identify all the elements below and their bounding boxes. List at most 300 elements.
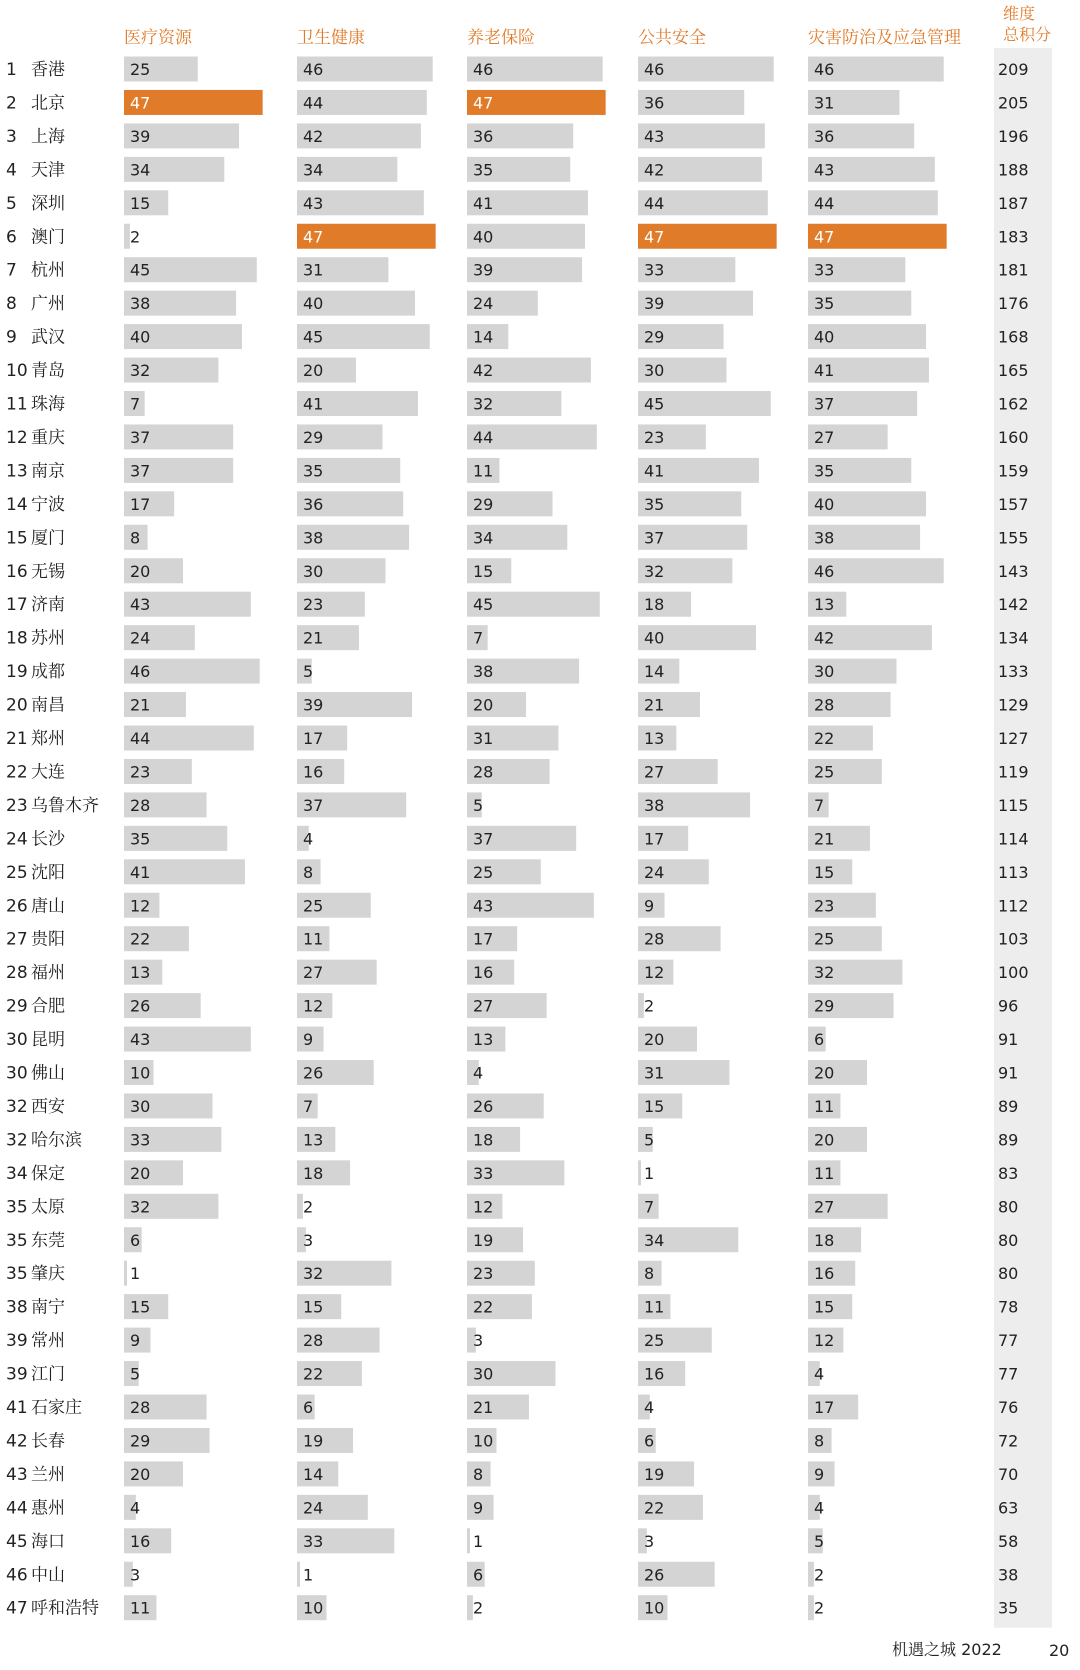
bar-label: 5 bbox=[644, 1130, 655, 1150]
bar-label: 1 bbox=[644, 1163, 655, 1183]
bar-label: 2 bbox=[814, 1565, 825, 1585]
bar-label: 41 bbox=[130, 862, 151, 882]
bar-label: 33 bbox=[644, 260, 665, 280]
bar-label: 16 bbox=[130, 1531, 151, 1551]
bar-label: 8 bbox=[473, 1464, 484, 1484]
bar-label: 14 bbox=[473, 327, 494, 347]
row-rank: 15 bbox=[6, 528, 28, 549]
bar-label: 15 bbox=[644, 1096, 665, 1116]
bar-label: 31 bbox=[303, 260, 324, 280]
bar-label: 32 bbox=[473, 394, 494, 414]
bar-label: 31 bbox=[814, 93, 835, 113]
bar bbox=[808, 1595, 814, 1620]
bar-label: 22 bbox=[473, 1297, 494, 1317]
row-city: 宁波 bbox=[31, 494, 65, 515]
bar-label: 7 bbox=[130, 394, 141, 414]
row-total: 183 bbox=[998, 227, 1029, 247]
bar-label: 47 bbox=[303, 227, 324, 247]
row-rank: 21 bbox=[6, 729, 28, 749]
row-city: 无锡 bbox=[31, 561, 65, 582]
row-city: 南京 bbox=[31, 461, 65, 482]
row-city: 唐山 bbox=[31, 896, 65, 917]
bar-label: 25 bbox=[303, 896, 324, 916]
row-rank: 35 bbox=[6, 1230, 28, 1251]
row-rank: 3 bbox=[6, 126, 17, 147]
bar-label: 31 bbox=[644, 1063, 665, 1083]
bar-label: 42 bbox=[644, 160, 665, 180]
row-total: 89 bbox=[998, 1096, 1019, 1116]
bar-label: 46 bbox=[130, 662, 151, 682]
bar-label: 43 bbox=[130, 1030, 151, 1050]
row-rank: 24 bbox=[6, 829, 28, 850]
bar-label: 2 bbox=[303, 1197, 314, 1217]
row-rank: 14 bbox=[6, 494, 28, 515]
bar-label: 22 bbox=[303, 1364, 324, 1384]
bar-label: 22 bbox=[130, 929, 151, 949]
bar-label: 11 bbox=[644, 1297, 665, 1317]
row-city: 中山 bbox=[31, 1565, 65, 1586]
row-total: 168 bbox=[998, 327, 1029, 347]
row-city: 哈尔滨 bbox=[31, 1130, 82, 1151]
bar bbox=[638, 1160, 641, 1185]
bar-label: 38 bbox=[814, 528, 835, 548]
row-rank: 32 bbox=[6, 1130, 28, 1151]
bar-label: 44 bbox=[130, 729, 151, 748]
row-city: 杭州 bbox=[31, 260, 65, 281]
bar-label: 15 bbox=[473, 561, 494, 581]
page-number: 20 bbox=[1049, 1641, 1070, 1660]
bar-label: 28 bbox=[473, 762, 494, 782]
bar bbox=[638, 993, 644, 1018]
row-total: 127 bbox=[998, 729, 1029, 748]
row-city: 苏州 bbox=[31, 628, 65, 649]
row-rank: 44 bbox=[6, 1498, 28, 1519]
row-rank: 30 bbox=[6, 1030, 28, 1051]
bar-label: 24 bbox=[473, 294, 494, 314]
bar-label: 40 bbox=[130, 327, 151, 347]
bar-label: 38 bbox=[644, 795, 665, 815]
bar-label: 17 bbox=[473, 929, 494, 949]
bar-label: 15 bbox=[130, 193, 151, 213]
bar-label: 27 bbox=[814, 1197, 835, 1217]
bar-label: 23 bbox=[814, 896, 835, 916]
bar-label: 37 bbox=[814, 394, 835, 414]
bar-label: 35 bbox=[130, 829, 151, 849]
row-city: 兰州 bbox=[31, 1464, 65, 1485]
row-total: 160 bbox=[998, 427, 1029, 447]
row-city: 保定 bbox=[31, 1163, 65, 1184]
bar-label: 23 bbox=[644, 427, 665, 447]
bar-label: 32 bbox=[130, 361, 151, 381]
row-city: 青岛 bbox=[31, 361, 65, 382]
bar-label: 9 bbox=[814, 1464, 825, 1484]
bar-label: 39 bbox=[644, 294, 665, 314]
row-total: 38 bbox=[998, 1565, 1019, 1585]
bar-label: 16 bbox=[473, 963, 494, 983]
bar-label: 41 bbox=[814, 361, 835, 381]
bar-label: 15 bbox=[814, 862, 835, 882]
row-city: 江门 bbox=[31, 1364, 65, 1385]
bar-label: 4 bbox=[303, 829, 314, 849]
row-rank: 19 bbox=[6, 662, 28, 683]
row-rank: 41 bbox=[6, 1398, 28, 1418]
row-rank: 1 bbox=[6, 60, 17, 80]
bar-label: 17 bbox=[130, 494, 151, 514]
row-rank: 22 bbox=[6, 762, 28, 783]
bar-label: 44 bbox=[303, 93, 324, 113]
bar-label: 23 bbox=[303, 595, 324, 615]
column-header-3: 公共安全 bbox=[638, 28, 706, 48]
row-rank: 26 bbox=[6, 896, 28, 917]
row-total: 100 bbox=[998, 963, 1029, 983]
row-total: 114 bbox=[998, 829, 1029, 849]
row-city: 南宁 bbox=[31, 1297, 65, 1318]
bar-label: 39 bbox=[130, 126, 151, 146]
bar-label: 18 bbox=[473, 1130, 494, 1150]
column-header-0: 医疗资源 bbox=[124, 28, 192, 48]
bar-label: 4 bbox=[814, 1498, 825, 1518]
bar-label: 14 bbox=[644, 662, 665, 682]
bar-label: 5 bbox=[303, 662, 314, 682]
bar-label: 9 bbox=[473, 1498, 484, 1518]
bar-label: 32 bbox=[130, 1197, 151, 1217]
bar-label: 47 bbox=[130, 93, 151, 113]
bar-label: 9 bbox=[130, 1331, 141, 1351]
row-city: 海口 bbox=[31, 1531, 65, 1552]
bar-label: 47 bbox=[644, 227, 665, 247]
row-city: 厦门 bbox=[31, 528, 65, 549]
bar-label: 39 bbox=[473, 260, 494, 280]
row-total: 70 bbox=[998, 1464, 1019, 1484]
bar-label: 33 bbox=[130, 1130, 151, 1150]
row-total: 134 bbox=[998, 628, 1029, 648]
bar-label: 2 bbox=[130, 227, 141, 247]
bar-label: 12 bbox=[130, 896, 151, 916]
row-total: 188 bbox=[998, 160, 1029, 180]
row-city: 长沙 bbox=[31, 829, 65, 850]
bar-label: 27 bbox=[473, 996, 494, 1016]
bar-label: 8 bbox=[814, 1431, 825, 1451]
bar bbox=[808, 1562, 814, 1587]
row-rank: 8 bbox=[6, 294, 17, 315]
row-total: 91 bbox=[998, 1030, 1019, 1050]
row-rank: 7 bbox=[6, 260, 17, 281]
row-rank: 29 bbox=[6, 996, 28, 1017]
row-city: 太原 bbox=[31, 1197, 65, 1218]
bar bbox=[467, 1528, 470, 1553]
bar-label: 2 bbox=[644, 996, 655, 1016]
bar-label: 4 bbox=[130, 1498, 141, 1518]
bar-label: 1 bbox=[473, 1531, 484, 1551]
bar-label: 21 bbox=[644, 695, 665, 715]
bar-label: 7 bbox=[814, 795, 825, 815]
bar-label: 35 bbox=[814, 294, 835, 314]
bar-label: 13 bbox=[303, 1130, 324, 1150]
bar-label: 40 bbox=[644, 628, 665, 648]
bar-label: 16 bbox=[814, 1264, 835, 1284]
total-header-line2: 总积分 bbox=[1003, 25, 1052, 44]
bar-label: 40 bbox=[814, 494, 835, 514]
row-rank: 11 bbox=[6, 394, 28, 415]
bar-label: 40 bbox=[814, 327, 835, 347]
bar-label: 29 bbox=[814, 996, 835, 1016]
row-total: 103 bbox=[998, 929, 1029, 949]
bar-label: 46 bbox=[644, 60, 665, 79]
bar-label: 35 bbox=[644, 494, 665, 514]
bar-label: 11 bbox=[473, 461, 494, 481]
bar-label: 4 bbox=[473, 1063, 484, 1083]
bar-label: 11 bbox=[814, 1096, 835, 1116]
bar-label: 43 bbox=[130, 595, 151, 615]
footer-title: 机遇之城 2022 bbox=[892, 1640, 1002, 1659]
bar-label: 17 bbox=[814, 1398, 835, 1417]
row-total: 89 bbox=[998, 1130, 1019, 1150]
row-total: 58 bbox=[998, 1531, 1019, 1551]
column-header-1: 卫生健康 bbox=[297, 28, 365, 48]
bar-label: 7 bbox=[303, 1096, 314, 1116]
bar-label: 21 bbox=[303, 628, 324, 648]
bar-label: 3 bbox=[473, 1331, 484, 1351]
bar-label: 25 bbox=[814, 762, 835, 782]
bar-label: 26 bbox=[473, 1096, 494, 1116]
row-total: 133 bbox=[998, 662, 1029, 682]
bar-label: 22 bbox=[644, 1498, 665, 1518]
bar-label: 45 bbox=[644, 394, 665, 414]
bar-label: 41 bbox=[473, 193, 494, 213]
bar-label: 28 bbox=[130, 1398, 151, 1417]
row-total: 80 bbox=[998, 1197, 1019, 1217]
bar-label: 13 bbox=[644, 729, 665, 748]
bar-label: 14 bbox=[303, 1464, 324, 1484]
row-city: 上海 bbox=[31, 126, 65, 147]
bar-label: 28 bbox=[130, 795, 151, 815]
bar-label: 12 bbox=[303, 996, 324, 1016]
row-city: 天津 bbox=[31, 160, 65, 181]
bar-label: 20 bbox=[814, 1063, 835, 1083]
bar-label: 43 bbox=[473, 896, 494, 916]
bar-label: 37 bbox=[303, 795, 324, 815]
row-rank: 16 bbox=[6, 561, 28, 582]
row-total: 159 bbox=[998, 461, 1029, 481]
bar-label: 44 bbox=[644, 193, 665, 213]
bar-label: 35 bbox=[473, 160, 494, 180]
row-rank: 45 bbox=[6, 1531, 28, 1552]
bar-label: 7 bbox=[644, 1197, 655, 1217]
bar-label: 42 bbox=[814, 628, 835, 648]
bar-label: 2 bbox=[814, 1598, 825, 1618]
bar-label: 12 bbox=[473, 1197, 494, 1217]
row-rank: 35 bbox=[6, 1197, 28, 1218]
bar-label: 36 bbox=[473, 126, 494, 146]
bar-label: 38 bbox=[303, 528, 324, 548]
row-rank: 13 bbox=[6, 461, 28, 482]
row-rank: 46 bbox=[6, 1565, 28, 1586]
bar-label: 33 bbox=[814, 260, 835, 280]
row-rank: 35 bbox=[6, 1264, 28, 1285]
bar-label: 42 bbox=[303, 126, 324, 146]
bar-label: 13 bbox=[130, 963, 151, 983]
row-city: 北京 bbox=[31, 93, 65, 114]
bar-label: 43 bbox=[303, 193, 324, 213]
row-total: 112 bbox=[998, 896, 1029, 916]
bar-label: 25 bbox=[130, 60, 151, 79]
bar-label: 24 bbox=[130, 628, 151, 648]
row-total: 196 bbox=[998, 126, 1029, 146]
bar-label: 44 bbox=[473, 427, 494, 447]
bar-label: 17 bbox=[303, 729, 324, 748]
bar-label: 20 bbox=[644, 1030, 665, 1050]
row-total: 143 bbox=[998, 561, 1029, 581]
bar-label: 8 bbox=[130, 528, 141, 548]
row-total: 77 bbox=[998, 1331, 1019, 1351]
bar-label: 47 bbox=[473, 93, 494, 113]
bar-label: 7 bbox=[473, 628, 484, 648]
bar-label: 20 bbox=[130, 1464, 151, 1484]
bar-label: 12 bbox=[814, 1331, 835, 1351]
bar-label: 34 bbox=[644, 1230, 665, 1250]
row-rank: 47 bbox=[6, 1598, 28, 1619]
bar-label: 43 bbox=[814, 160, 835, 180]
bar-label: 11 bbox=[814, 1163, 835, 1183]
bar-label: 34 bbox=[130, 160, 151, 180]
bar-label: 15 bbox=[814, 1297, 835, 1317]
row-total: 157 bbox=[998, 494, 1029, 514]
bar-label: 40 bbox=[473, 227, 494, 247]
row-total: 155 bbox=[998, 528, 1029, 548]
bar-label: 6 bbox=[644, 1431, 655, 1451]
bar-label: 35 bbox=[303, 461, 324, 481]
row-total: 35 bbox=[998, 1598, 1019, 1618]
bar-label: 21 bbox=[473, 1398, 494, 1417]
bar-label: 34 bbox=[303, 160, 324, 180]
bar-label: 46 bbox=[814, 561, 835, 581]
row-total: 83 bbox=[998, 1163, 1019, 1183]
bar-label: 19 bbox=[303, 1431, 324, 1451]
row-total: 165 bbox=[998, 361, 1029, 381]
bar-label: 45 bbox=[303, 327, 324, 347]
bar-label: 10 bbox=[303, 1598, 324, 1618]
row-total: 77 bbox=[998, 1364, 1019, 1384]
row-total: 80 bbox=[998, 1230, 1019, 1250]
row-rank: 43 bbox=[6, 1464, 28, 1485]
row-city: 石家庄 bbox=[31, 1398, 82, 1418]
bar-label: 25 bbox=[473, 862, 494, 882]
row-total: 187 bbox=[998, 193, 1029, 213]
row-city: 呼和浩特 bbox=[31, 1598, 99, 1619]
row-rank: 39 bbox=[6, 1364, 28, 1385]
row-city: 南昌 bbox=[31, 695, 65, 716]
bar-label: 30 bbox=[130, 1096, 151, 1116]
bar-label: 13 bbox=[473, 1030, 494, 1050]
row-total: 142 bbox=[998, 595, 1029, 615]
bar-label: 25 bbox=[814, 929, 835, 949]
bar-label: 13 bbox=[814, 595, 835, 615]
bar-label: 9 bbox=[303, 1030, 314, 1050]
column-header-4: 灾害防治及应急管理 bbox=[808, 28, 961, 48]
row-rank: 39 bbox=[6, 1331, 28, 1352]
bar-label: 47 bbox=[814, 227, 835, 247]
row-city: 长春 bbox=[31, 1431, 65, 1452]
bar-label: 29 bbox=[303, 427, 324, 447]
row-rank: 38 bbox=[6, 1297, 28, 1318]
row-rank: 20 bbox=[6, 695, 28, 716]
row-city: 西安 bbox=[31, 1096, 65, 1117]
bar-label: 36 bbox=[644, 93, 665, 113]
row-rank: 2 bbox=[6, 93, 17, 114]
bar bbox=[467, 1595, 473, 1620]
row-city: 武汉 bbox=[31, 327, 65, 348]
bar-label: 27 bbox=[814, 427, 835, 447]
row-rank: 12 bbox=[6, 427, 28, 448]
bar-label: 29 bbox=[644, 327, 665, 347]
bar-label: 24 bbox=[644, 862, 665, 882]
row-rank: 9 bbox=[6, 327, 17, 348]
row-city: 郑州 bbox=[31, 729, 65, 749]
bar-label: 3 bbox=[130, 1565, 141, 1585]
bar-label: 27 bbox=[303, 963, 324, 983]
bar-label: 28 bbox=[814, 695, 835, 715]
bar-label: 28 bbox=[303, 1331, 324, 1351]
row-total: 176 bbox=[998, 294, 1029, 314]
row-total: 76 bbox=[998, 1398, 1019, 1417]
bar-label: 29 bbox=[130, 1431, 151, 1451]
row-city: 香港 bbox=[31, 60, 65, 80]
row-rank: 4 bbox=[6, 160, 17, 181]
row-rank: 23 bbox=[6, 795, 28, 816]
bar-label: 25 bbox=[644, 1331, 665, 1351]
bar-label: 35 bbox=[814, 461, 835, 481]
bar bbox=[297, 1194, 303, 1219]
bar-label: 37 bbox=[130, 461, 151, 481]
row-total: 113 bbox=[998, 862, 1029, 882]
bar-label: 22 bbox=[814, 729, 835, 748]
bar-label: 6 bbox=[814, 1030, 825, 1050]
bar-label: 21 bbox=[130, 695, 151, 715]
bar-label: 20 bbox=[303, 361, 324, 381]
bar-label: 36 bbox=[814, 126, 835, 146]
bar bbox=[124, 1261, 127, 1286]
row-city: 常州 bbox=[31, 1331, 65, 1352]
row-total: 119 bbox=[998, 762, 1029, 782]
row-total: 115 bbox=[998, 795, 1029, 815]
bar-label: 21 bbox=[814, 829, 835, 849]
bar-label: 20 bbox=[473, 695, 494, 715]
bar-label: 1 bbox=[130, 1264, 141, 1284]
row-city: 合肥 bbox=[31, 996, 65, 1017]
bar-label: 28 bbox=[644, 929, 665, 949]
bar-label: 6 bbox=[473, 1565, 484, 1585]
bar-label: 20 bbox=[130, 561, 151, 581]
bar-label: 26 bbox=[644, 1565, 665, 1585]
bar-label: 11 bbox=[303, 929, 324, 949]
bar-label: 3 bbox=[644, 1531, 655, 1551]
bar-label: 5 bbox=[130, 1364, 141, 1384]
bar-label: 16 bbox=[644, 1364, 665, 1384]
row-rank: 32 bbox=[6, 1096, 28, 1117]
bar-label: 45 bbox=[130, 260, 151, 280]
row-city: 广州 bbox=[31, 294, 65, 315]
row-rank: 18 bbox=[6, 628, 28, 649]
bar-label: 18 bbox=[644, 595, 665, 615]
bar-label: 24 bbox=[303, 1498, 324, 1518]
bar-label: 17 bbox=[644, 829, 665, 849]
bar-label: 26 bbox=[130, 996, 151, 1016]
bar-label: 40 bbox=[303, 294, 324, 314]
row-city: 重庆 bbox=[31, 427, 65, 448]
bar-label: 37 bbox=[130, 427, 151, 447]
bar-label: 32 bbox=[303, 1264, 324, 1284]
bar-label: 30 bbox=[303, 561, 324, 581]
